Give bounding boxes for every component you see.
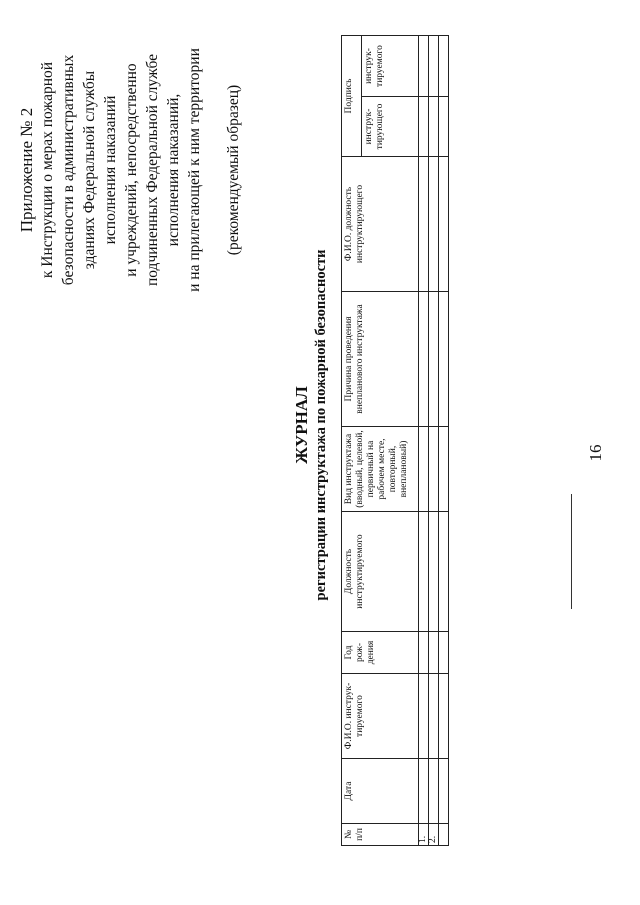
table-cell xyxy=(429,97,439,157)
table-cell xyxy=(429,512,439,632)
table-cell xyxy=(419,632,429,674)
appendix-title: Приложение № 2 xyxy=(17,107,36,233)
header-sig-instructor: инструк-тирующего xyxy=(362,97,419,157)
table-cell xyxy=(439,759,449,824)
appendix-line: исполнения наказаний xyxy=(102,95,119,245)
table-cell xyxy=(419,157,429,292)
appendix-line: безопасности в административных xyxy=(60,54,77,286)
appendix-line: и на прилегающей к ним территории xyxy=(186,48,203,292)
table-cell xyxy=(429,427,439,512)
table-cell xyxy=(429,36,439,97)
table-cell xyxy=(439,632,449,674)
header-num: № п/п xyxy=(342,824,419,846)
table-cell xyxy=(429,759,439,824)
header-position-instructed: Должность инструктируемого xyxy=(342,512,419,632)
row-number: 1. xyxy=(419,824,429,846)
table-cell xyxy=(419,759,429,824)
table-cell xyxy=(419,512,429,632)
table-cell xyxy=(439,36,449,97)
appendix-line: и учреждений, непосредственно xyxy=(123,63,140,277)
sample-note: (рекомендуемый образец) xyxy=(225,84,242,256)
table-cell xyxy=(429,157,439,292)
header-date: Дата xyxy=(342,759,419,824)
table-cell xyxy=(419,36,429,97)
header-instruction-type: Вид инструктажа (вводный, целевой, первичный на рабочем месте, повторный, внеплановый) xyxy=(342,427,419,512)
table-cell xyxy=(429,674,439,759)
table-cell xyxy=(429,632,439,674)
header-sig-instructed: инструк-тируемого xyxy=(362,36,419,97)
table-cell xyxy=(419,97,429,157)
table-cell xyxy=(439,674,449,759)
table-cell xyxy=(439,824,449,846)
appendix-line: исполнения наказаний, xyxy=(165,93,182,247)
header-birth-year: Год рож-дения xyxy=(342,632,419,674)
table-cell xyxy=(419,292,429,427)
journal-table xyxy=(341,35,449,846)
table-cell xyxy=(429,292,439,427)
header-fio-instructor: Ф.И.О. должность инструктирующего xyxy=(342,157,419,292)
table-cell xyxy=(419,674,429,759)
table-row xyxy=(419,36,429,846)
header-fio-instructed: Ф.И.О. инструк-тируемого xyxy=(342,674,419,759)
appendix-block xyxy=(16,10,244,330)
row-number: 2. xyxy=(429,824,439,846)
page-number: 16 xyxy=(586,444,605,462)
journal-title: ЖУРНАЛ xyxy=(292,386,311,464)
table-cell xyxy=(439,97,449,157)
table-cell xyxy=(439,157,449,292)
header-unplanned-reason: Причина проведения внепланового инструктажа xyxy=(342,292,419,427)
table-row xyxy=(429,36,439,846)
journal-subtitle: регистрации инструктажа по пожарной безопасности xyxy=(313,249,329,601)
table-cell xyxy=(439,512,449,632)
table-cell xyxy=(439,427,449,512)
appendix-line: подчиненных Федеральной службе xyxy=(144,53,161,287)
table-cell xyxy=(419,427,429,512)
appendix-line: зданиях Федеральной службы xyxy=(81,70,98,270)
appendix-line: к Инструкции о мерах пожарной xyxy=(39,61,56,279)
table-cell xyxy=(439,292,449,427)
table-row xyxy=(439,36,449,846)
header-signature: Подпись xyxy=(342,36,362,157)
divider-line xyxy=(571,494,572,609)
